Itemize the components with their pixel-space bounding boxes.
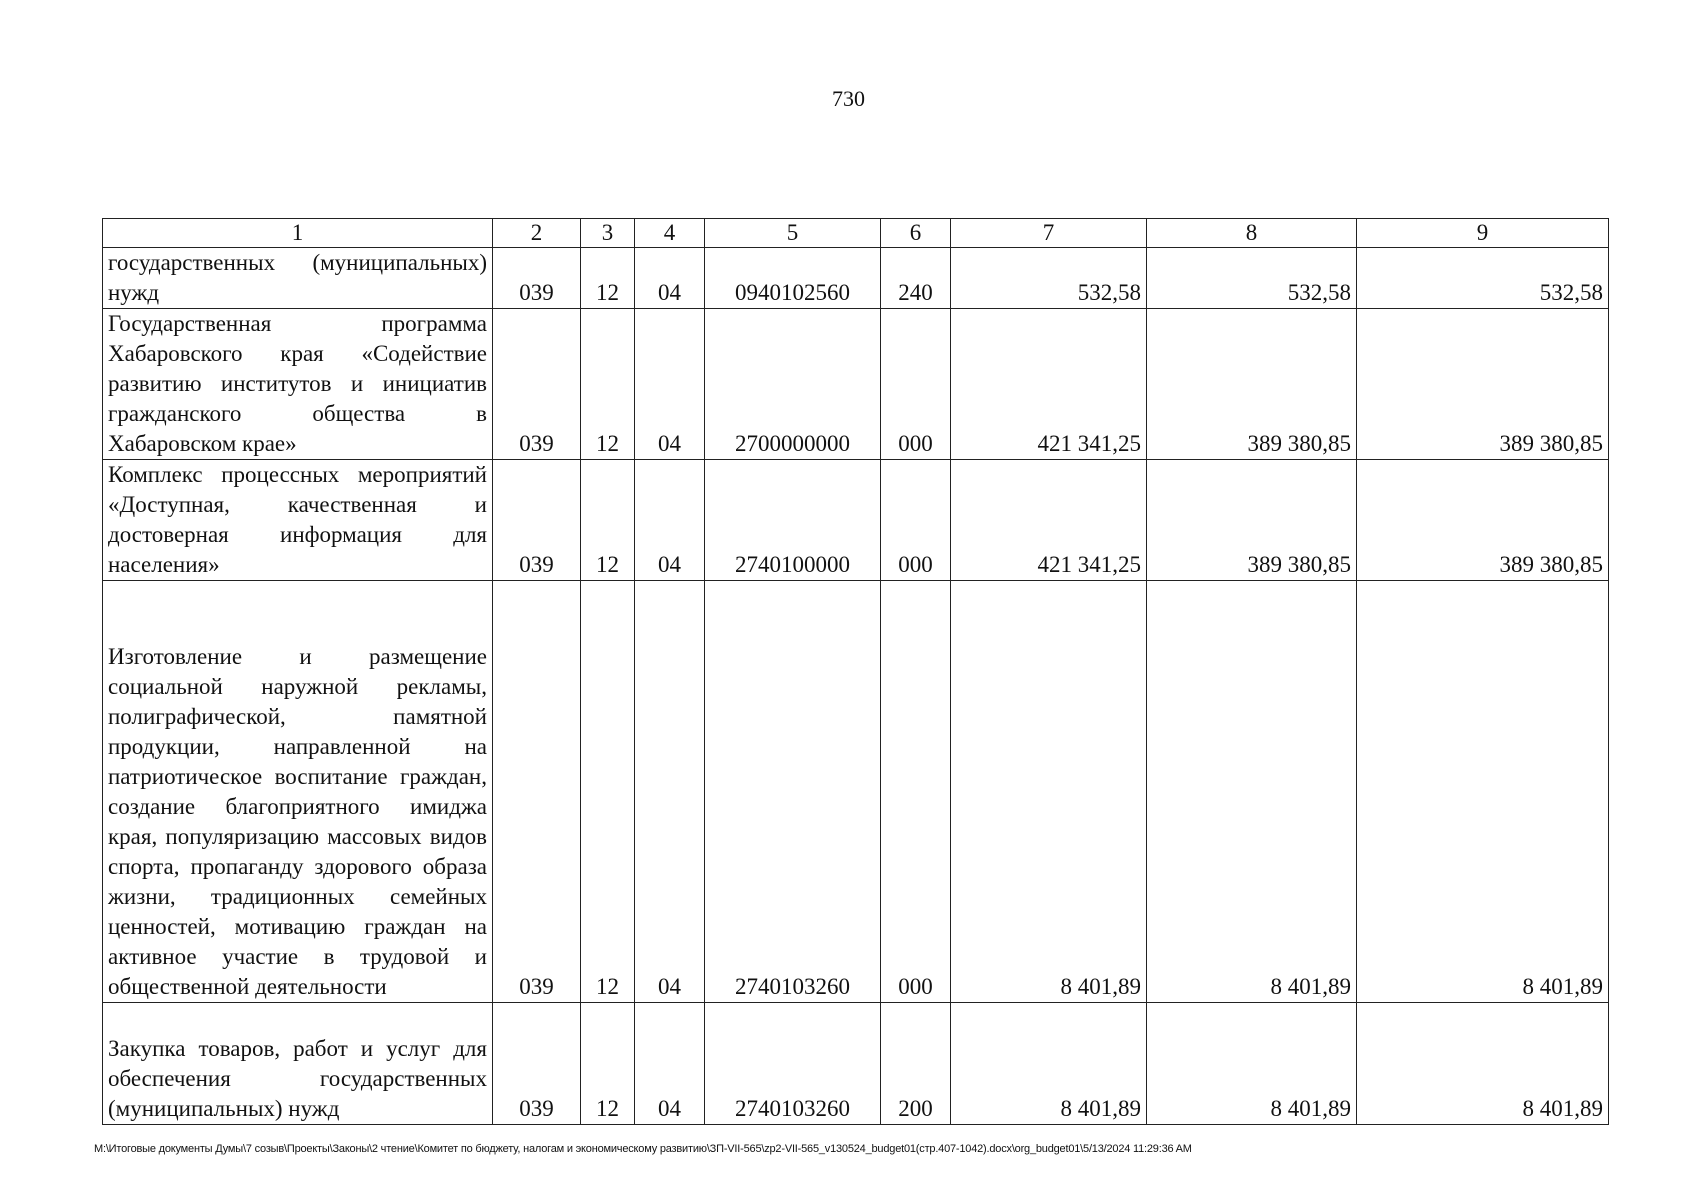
cell-col-9: 8 401,89 <box>1357 1003 1609 1125</box>
cell-col-6: 240 <box>881 248 951 309</box>
header-row <box>103 219 1609 248</box>
page-number: 730 <box>832 86 865 111</box>
cell-col-2: 039 <box>493 309 581 460</box>
header-col-5: 5 <box>705 219 881 248</box>
cell-col-9: 389 380,85 <box>1357 309 1609 460</box>
table-row <box>103 460 1609 581</box>
row-name: Комплекс процессных мероприятий «Доступная, качественная и достоверная информация для населения» <box>103 460 493 581</box>
header-col-9: 9 <box>1357 219 1609 248</box>
cell-col-6: 000 <box>881 581 951 1003</box>
cell-col-5: 2740103260 <box>705 581 881 1003</box>
cell-col-4: 04 <box>635 1003 705 1125</box>
cell-col-3: 12 <box>581 309 635 460</box>
header-col-6: 6 <box>881 219 951 248</box>
cell-col-2: 039 <box>493 460 581 581</box>
header-col-3: 3 <box>581 219 635 248</box>
cell-col-5: 2740103260 <box>705 1003 881 1125</box>
cell-col-7: 8 401,89 <box>951 1003 1147 1125</box>
budget-table <box>102 218 1609 1125</box>
cell-col-9: 389 380,85 <box>1357 460 1609 581</box>
header-col-1: 1 <box>103 219 493 248</box>
cell-col-7: 532,58 <box>951 248 1147 309</box>
cell-col-9: 532,58 <box>1357 248 1609 309</box>
cell-col-2: 039 <box>493 581 581 1003</box>
cell-col-4: 04 <box>635 309 705 460</box>
cell-col-3: 12 <box>581 460 635 581</box>
table-row <box>103 248 1609 309</box>
cell-col-3: 12 <box>581 248 635 309</box>
row-name: Государственная программа Хабаровского края «Содействие развитию институтов и инициатив гражданского общества в Хабаровском крае» <box>103 309 493 460</box>
cell-col-8: 389 380,85 <box>1147 309 1357 460</box>
header-col-4: 4 <box>635 219 705 248</box>
cell-col-3: 12 <box>581 1003 635 1125</box>
cell-col-8: 8 401,89 <box>1147 1003 1357 1125</box>
header-col-2: 2 <box>493 219 581 248</box>
table-row <box>103 309 1609 460</box>
cell-col-5: 0940102560 <box>705 248 881 309</box>
cell-col-4: 04 <box>635 581 705 1003</box>
cell-col-5: 2700000000 <box>705 309 881 460</box>
cell-col-8: 532,58 <box>1147 248 1357 309</box>
row-name: государственных (муниципальных) нужд <box>103 248 493 309</box>
cell-col-2: 039 <box>493 1003 581 1125</box>
cell-col-9: 8 401,89 <box>1357 581 1609 1003</box>
cell-col-6: 000 <box>881 309 951 460</box>
document-path-footer: M:\Итоговые документы Думы\7 созыв\Проекты\Законы\2 чтение\Комитет по бюджету, налогам и экономическому развитию\ЗП-VII-565\zp2-VII-565_v130524_budget01(стр.407-1042).docx\org_budget01\5/13/2024 11:29:36 AM <box>94 1143 1192 1155</box>
row-name: Изготовление и размещение социальной наружной рекламы, полиграфической, памятной продукции, направленной на патриотическое воспитание граждан, создание благоприятного имиджа края, популяризацию массовых видов спорта, пропаганду здорового образа жизни, традиционных семейных ценностей, мотивацию граждан на активное участие в трудовой и общественной деятельности <box>103 581 493 1003</box>
row-name: Закупка товаров, работ и услуг для обеспечения государственных (муниципальных) нужд <box>103 1003 493 1125</box>
cell-col-7: 421 341,25 <box>951 460 1147 581</box>
cell-col-4: 04 <box>635 460 705 581</box>
cell-col-2: 039 <box>493 248 581 309</box>
header-col-7: 7 <box>951 219 1147 248</box>
cell-col-7: 421 341,25 <box>951 309 1147 460</box>
cell-col-6: 000 <box>881 460 951 581</box>
cell-col-8: 8 401,89 <box>1147 581 1357 1003</box>
cell-col-8: 389 380,85 <box>1147 460 1357 581</box>
cell-col-7: 8 401,89 <box>951 581 1147 1003</box>
header-col-8: 8 <box>1147 219 1357 248</box>
cell-col-6: 200 <box>881 1003 951 1125</box>
cell-col-4: 04 <box>635 248 705 309</box>
table-row <box>103 581 1609 1003</box>
table-row <box>103 1003 1609 1125</box>
cell-col-3: 12 <box>581 581 635 1003</box>
cell-col-5: 2740100000 <box>705 460 881 581</box>
